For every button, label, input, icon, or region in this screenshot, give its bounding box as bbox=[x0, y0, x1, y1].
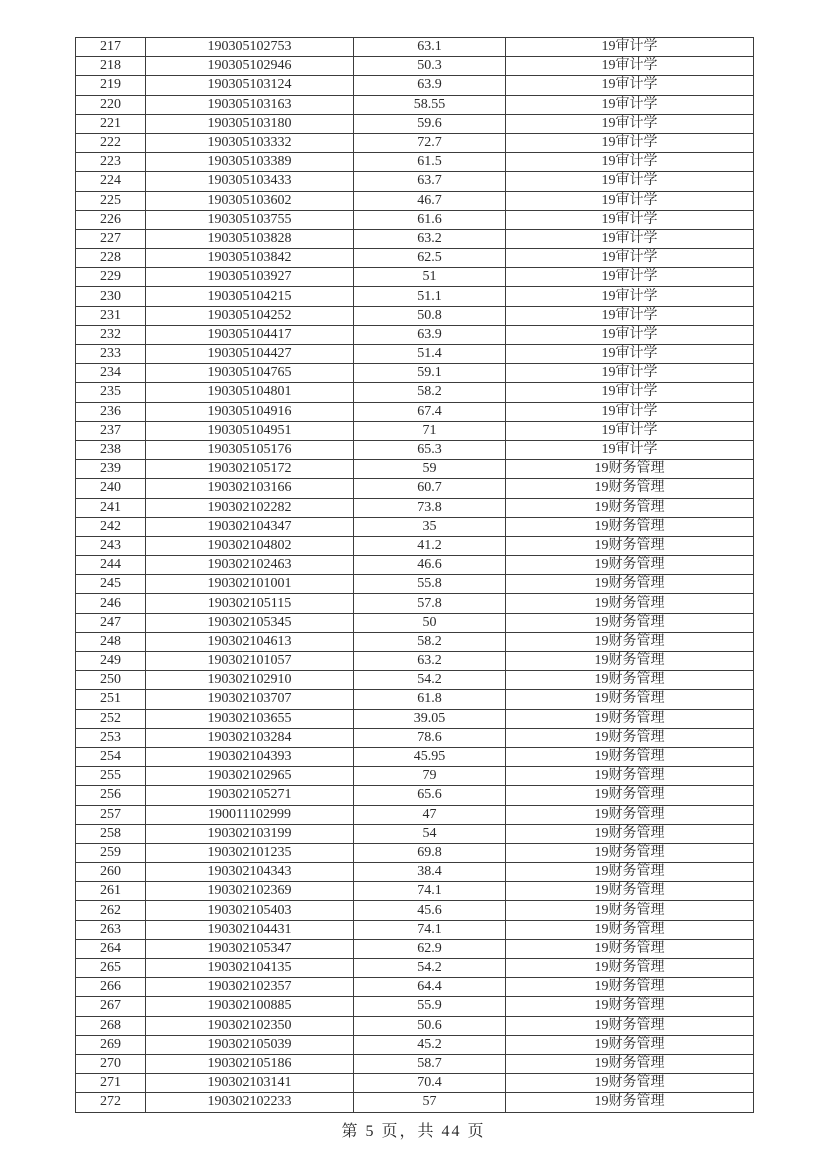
cell-student-id: 190302103199 bbox=[146, 824, 354, 843]
cell-student-id: 190305104951 bbox=[146, 421, 354, 440]
table-row bbox=[76, 805, 754, 824]
cell-class-name: 19财务管理 bbox=[506, 920, 754, 939]
cell-row-number: 230 bbox=[76, 287, 146, 306]
cell-row-number: 271 bbox=[76, 1074, 146, 1093]
cell-score: 57.8 bbox=[354, 594, 506, 613]
table-row bbox=[76, 1054, 754, 1073]
cell-class-name: 19财务管理 bbox=[506, 1093, 754, 1112]
cell-score: 54.2 bbox=[354, 959, 506, 978]
table-row bbox=[76, 939, 754, 958]
cell-class-name: 19审计学 bbox=[506, 210, 754, 229]
cell-student-id: 190305103163 bbox=[146, 95, 354, 114]
table-row bbox=[76, 978, 754, 997]
cell-student-id: 190302102233 bbox=[146, 1093, 354, 1112]
cell-student-id: 190305103927 bbox=[146, 268, 354, 287]
cell-row-number: 250 bbox=[76, 671, 146, 690]
table-row bbox=[76, 632, 754, 651]
cell-row-number: 263 bbox=[76, 920, 146, 939]
cell-score: 55.9 bbox=[354, 997, 506, 1016]
cell-class-name: 19财务管理 bbox=[506, 1074, 754, 1093]
cell-student-id: 190305102946 bbox=[146, 57, 354, 76]
cell-score: 59.1 bbox=[354, 364, 506, 383]
table-row bbox=[76, 959, 754, 978]
table-row bbox=[76, 728, 754, 747]
cell-student-id: 190305103828 bbox=[146, 229, 354, 248]
cell-student-id: 190302104613 bbox=[146, 632, 354, 651]
cell-score: 50.6 bbox=[354, 1016, 506, 1035]
table-row bbox=[76, 191, 754, 210]
cell-student-id: 190011102999 bbox=[146, 805, 354, 824]
cell-student-id: 190305103602 bbox=[146, 191, 354, 210]
cell-score: 45.95 bbox=[354, 747, 506, 766]
cell-student-id: 190302103166 bbox=[146, 479, 354, 498]
cell-row-number: 259 bbox=[76, 843, 146, 862]
cell-score: 51.4 bbox=[354, 345, 506, 364]
cell-class-name: 19财务管理 bbox=[506, 709, 754, 728]
cell-class-name: 19审计学 bbox=[506, 95, 754, 114]
cell-class-name: 19财务管理 bbox=[506, 901, 754, 920]
cell-class-name: 19财务管理 bbox=[506, 613, 754, 632]
cell-score: 57 bbox=[354, 1093, 506, 1112]
table-row bbox=[76, 95, 754, 114]
cell-score: 51 bbox=[354, 268, 506, 287]
cell-row-number: 243 bbox=[76, 536, 146, 555]
cell-class-name: 19审计学 bbox=[506, 345, 754, 364]
cell-score: 47 bbox=[354, 805, 506, 824]
cell-class-name: 19财务管理 bbox=[506, 767, 754, 786]
table-row bbox=[76, 306, 754, 325]
cell-row-number: 244 bbox=[76, 556, 146, 575]
table-row bbox=[76, 440, 754, 459]
cell-student-id: 190302101001 bbox=[146, 575, 354, 594]
table-row bbox=[76, 671, 754, 690]
cell-class-name: 19审计学 bbox=[506, 287, 754, 306]
cell-class-name: 19财务管理 bbox=[506, 843, 754, 862]
table-row bbox=[76, 287, 754, 306]
cell-score: 69.8 bbox=[354, 843, 506, 862]
cell-score: 62.5 bbox=[354, 249, 506, 268]
table-row bbox=[76, 556, 754, 575]
cell-score: 79 bbox=[354, 767, 506, 786]
table-row bbox=[76, 517, 754, 536]
cell-student-id: 190302103707 bbox=[146, 690, 354, 709]
cell-row-number: 221 bbox=[76, 114, 146, 133]
cell-student-id: 190302105345 bbox=[146, 613, 354, 632]
cell-student-id: 190302105347 bbox=[146, 939, 354, 958]
table-row bbox=[76, 345, 754, 364]
cell-class-name: 19财务管理 bbox=[506, 536, 754, 555]
cell-student-id: 190302105186 bbox=[146, 1054, 354, 1073]
cell-row-number: 224 bbox=[76, 172, 146, 191]
cell-row-number: 248 bbox=[76, 632, 146, 651]
table-row bbox=[76, 824, 754, 843]
cell-class-name: 19财务管理 bbox=[506, 594, 754, 613]
cell-row-number: 223 bbox=[76, 153, 146, 172]
cell-class-name: 19财务管理 bbox=[506, 479, 754, 498]
table-row bbox=[76, 652, 754, 671]
cell-score: 70.4 bbox=[354, 1074, 506, 1093]
cell-score: 60.7 bbox=[354, 479, 506, 498]
cell-row-number: 245 bbox=[76, 575, 146, 594]
cell-score: 50 bbox=[354, 613, 506, 632]
cell-class-name: 19财务管理 bbox=[506, 805, 754, 824]
cell-score: 61.5 bbox=[354, 153, 506, 172]
table-row bbox=[76, 498, 754, 517]
cell-student-id: 190302101235 bbox=[146, 843, 354, 862]
cell-row-number: 262 bbox=[76, 901, 146, 920]
cell-row-number: 267 bbox=[76, 997, 146, 1016]
cell-class-name: 19财务管理 bbox=[506, 671, 754, 690]
cell-row-number: 256 bbox=[76, 786, 146, 805]
cell-class-name: 19审计学 bbox=[506, 402, 754, 421]
cell-student-id: 190305103842 bbox=[146, 249, 354, 268]
cell-student-id: 190305104252 bbox=[146, 306, 354, 325]
cell-row-number: 226 bbox=[76, 210, 146, 229]
cell-class-name: 19审计学 bbox=[506, 38, 754, 57]
cell-row-number: 265 bbox=[76, 959, 146, 978]
cell-student-id: 190302100885 bbox=[146, 997, 354, 1016]
cell-student-id: 190305104215 bbox=[146, 287, 354, 306]
cell-row-number: 231 bbox=[76, 306, 146, 325]
cell-class-name: 19审计学 bbox=[506, 133, 754, 152]
cell-student-id: 190302105172 bbox=[146, 460, 354, 479]
cell-class-name: 19财务管理 bbox=[506, 517, 754, 536]
cell-class-name: 19财务管理 bbox=[506, 1035, 754, 1054]
cell-class-name: 19财务管理 bbox=[506, 690, 754, 709]
table-row bbox=[76, 460, 754, 479]
cell-class-name: 19审计学 bbox=[506, 325, 754, 344]
cell-student-id: 190302102357 bbox=[146, 978, 354, 997]
cell-student-id: 190302104802 bbox=[146, 536, 354, 555]
cell-student-id: 190302105039 bbox=[146, 1035, 354, 1054]
cell-student-id: 190302105403 bbox=[146, 901, 354, 920]
cell-student-id: 190305104916 bbox=[146, 402, 354, 421]
cell-row-number: 249 bbox=[76, 652, 146, 671]
cell-row-number: 254 bbox=[76, 747, 146, 766]
table-row bbox=[76, 325, 754, 344]
cell-class-name: 19财务管理 bbox=[506, 498, 754, 517]
table-row bbox=[76, 1074, 754, 1093]
cell-row-number: 222 bbox=[76, 133, 146, 152]
cell-class-name: 19审计学 bbox=[506, 421, 754, 440]
table-row bbox=[76, 843, 754, 862]
cell-class-name: 19财务管理 bbox=[506, 652, 754, 671]
cell-student-id: 190302102369 bbox=[146, 882, 354, 901]
cell-student-id: 190302105271 bbox=[146, 786, 354, 805]
cell-row-number: 234 bbox=[76, 364, 146, 383]
cell-score: 58.2 bbox=[354, 632, 506, 651]
table-row bbox=[76, 1035, 754, 1054]
cell-student-id: 190305104417 bbox=[146, 325, 354, 344]
cell-row-number: 260 bbox=[76, 863, 146, 882]
cell-row-number: 228 bbox=[76, 249, 146, 268]
table-row bbox=[76, 1093, 754, 1112]
cell-student-id: 190305103332 bbox=[146, 133, 354, 152]
cell-score: 54.2 bbox=[354, 671, 506, 690]
cell-student-id: 190302103141 bbox=[146, 1074, 354, 1093]
cell-student-id: 190302102910 bbox=[146, 671, 354, 690]
cell-score: 46.7 bbox=[354, 191, 506, 210]
cell-class-name: 19审计学 bbox=[506, 153, 754, 172]
cell-score: 74.1 bbox=[354, 920, 506, 939]
cell-class-name: 19财务管理 bbox=[506, 575, 754, 594]
cell-row-number: 241 bbox=[76, 498, 146, 517]
cell-score: 45.2 bbox=[354, 1035, 506, 1054]
cell-row-number: 261 bbox=[76, 882, 146, 901]
cell-class-name: 19审计学 bbox=[506, 440, 754, 459]
cell-row-number: 258 bbox=[76, 824, 146, 843]
cell-student-id: 190302104431 bbox=[146, 920, 354, 939]
table-row bbox=[76, 229, 754, 248]
cell-row-number: 220 bbox=[76, 95, 146, 114]
cell-student-id: 190305103755 bbox=[146, 210, 354, 229]
cell-row-number: 251 bbox=[76, 690, 146, 709]
cell-class-name: 19审计学 bbox=[506, 249, 754, 268]
table-row bbox=[76, 901, 754, 920]
table-row bbox=[76, 364, 754, 383]
cell-class-name: 19审计学 bbox=[506, 229, 754, 248]
table-row bbox=[76, 383, 754, 402]
cell-class-name: 19财务管理 bbox=[506, 997, 754, 1016]
cell-class-name: 19审计学 bbox=[506, 383, 754, 402]
cell-score: 63.9 bbox=[354, 325, 506, 344]
table-row bbox=[76, 268, 754, 287]
cell-class-name: 19审计学 bbox=[506, 172, 754, 191]
cell-row-number: 235 bbox=[76, 383, 146, 402]
cell-student-id: 190302105115 bbox=[146, 594, 354, 613]
table-row bbox=[76, 153, 754, 172]
table-row bbox=[76, 613, 754, 632]
cell-score: 59.6 bbox=[354, 114, 506, 133]
cell-score: 72.7 bbox=[354, 133, 506, 152]
table-row bbox=[76, 402, 754, 421]
cell-class-name: 19审计学 bbox=[506, 76, 754, 95]
table-row bbox=[76, 172, 754, 191]
cell-score: 63.1 bbox=[354, 38, 506, 57]
cell-student-id: 190302104135 bbox=[146, 959, 354, 978]
cell-class-name: 19财务管理 bbox=[506, 882, 754, 901]
table-row bbox=[76, 690, 754, 709]
table-row bbox=[76, 1016, 754, 1035]
cell-score: 58.2 bbox=[354, 383, 506, 402]
cell-score: 39.05 bbox=[354, 709, 506, 728]
cell-score: 63.9 bbox=[354, 76, 506, 95]
cell-score: 35 bbox=[354, 517, 506, 536]
cell-row-number: 268 bbox=[76, 1016, 146, 1035]
cell-student-id: 190305103124 bbox=[146, 76, 354, 95]
cell-score: 50.3 bbox=[354, 57, 506, 76]
cell-student-id: 190302102282 bbox=[146, 498, 354, 517]
cell-score: 63.2 bbox=[354, 652, 506, 671]
cell-row-number: 232 bbox=[76, 325, 146, 344]
cell-class-name: 19审计学 bbox=[506, 268, 754, 287]
cell-score: 59 bbox=[354, 460, 506, 479]
cell-student-id: 190305104427 bbox=[146, 345, 354, 364]
cell-row-number: 233 bbox=[76, 345, 146, 364]
cell-student-id: 190302102463 bbox=[146, 556, 354, 575]
cell-class-name: 19财务管理 bbox=[506, 460, 754, 479]
cell-student-id: 190302103655 bbox=[146, 709, 354, 728]
cell-score: 65.6 bbox=[354, 786, 506, 805]
table-row bbox=[76, 709, 754, 728]
cell-score: 58.7 bbox=[354, 1054, 506, 1073]
cell-row-number: 266 bbox=[76, 978, 146, 997]
table-row bbox=[76, 575, 754, 594]
cell-class-name: 19财务管理 bbox=[506, 1054, 754, 1073]
cell-score: 51.1 bbox=[354, 287, 506, 306]
cell-score: 62.9 bbox=[354, 939, 506, 958]
cell-row-number: 217 bbox=[76, 38, 146, 57]
cell-student-id: 190302103284 bbox=[146, 728, 354, 747]
cell-score: 64.4 bbox=[354, 978, 506, 997]
cell-score: 63.2 bbox=[354, 229, 506, 248]
cell-class-name: 19财务管理 bbox=[506, 1016, 754, 1035]
table-row bbox=[76, 863, 754, 882]
table-body bbox=[76, 38, 754, 1113]
cell-student-id: 190305103433 bbox=[146, 172, 354, 191]
cell-class-name: 19财务管理 bbox=[506, 824, 754, 843]
score-table bbox=[75, 37, 754, 1113]
cell-score: 67.4 bbox=[354, 402, 506, 421]
cell-row-number: 270 bbox=[76, 1054, 146, 1073]
cell-score: 58.55 bbox=[354, 95, 506, 114]
cell-row-number: 252 bbox=[76, 709, 146, 728]
cell-class-name: 19财务管理 bbox=[506, 747, 754, 766]
cell-row-number: 253 bbox=[76, 728, 146, 747]
cell-score: 46.6 bbox=[354, 556, 506, 575]
cell-class-name: 19审计学 bbox=[506, 191, 754, 210]
cell-score: 61.6 bbox=[354, 210, 506, 229]
cell-row-number: 218 bbox=[76, 57, 146, 76]
table-row bbox=[76, 249, 754, 268]
cell-score: 41.2 bbox=[354, 536, 506, 555]
cell-class-name: 19财务管理 bbox=[506, 959, 754, 978]
cell-student-id: 190302104347 bbox=[146, 517, 354, 536]
cell-class-name: 19财务管理 bbox=[506, 978, 754, 997]
cell-student-id: 190305104765 bbox=[146, 364, 354, 383]
cell-score: 71 bbox=[354, 421, 506, 440]
cell-class-name: 19财务管理 bbox=[506, 556, 754, 575]
cell-class-name: 19审计学 bbox=[506, 57, 754, 76]
cell-class-name: 19审计学 bbox=[506, 364, 754, 383]
cell-row-number: 255 bbox=[76, 767, 146, 786]
table-row bbox=[76, 479, 754, 498]
cell-score: 45.6 bbox=[354, 901, 506, 920]
table-row bbox=[76, 133, 754, 152]
cell-class-name: 19财务管理 bbox=[506, 632, 754, 651]
cell-student-id: 190305103180 bbox=[146, 114, 354, 133]
cell-row-number: 237 bbox=[76, 421, 146, 440]
cell-student-id: 190302104393 bbox=[146, 747, 354, 766]
cell-score: 54 bbox=[354, 824, 506, 843]
table-row bbox=[76, 421, 754, 440]
cell-row-number: 246 bbox=[76, 594, 146, 613]
cell-student-id: 190302104343 bbox=[146, 863, 354, 882]
cell-row-number: 227 bbox=[76, 229, 146, 248]
cell-score: 65.3 bbox=[354, 440, 506, 459]
cell-row-number: 239 bbox=[76, 460, 146, 479]
table-row bbox=[76, 210, 754, 229]
cell-row-number: 242 bbox=[76, 517, 146, 536]
cell-score: 38.4 bbox=[354, 863, 506, 882]
cell-row-number: 236 bbox=[76, 402, 146, 421]
cell-score: 78.6 bbox=[354, 728, 506, 747]
table-row bbox=[76, 594, 754, 613]
page-footer: 第 5 页，共 44 页 bbox=[341, 1123, 486, 1140]
table-row bbox=[76, 767, 754, 786]
cell-class-name: 19财务管理 bbox=[506, 863, 754, 882]
cell-row-number: 238 bbox=[76, 440, 146, 459]
cell-score: 74.1 bbox=[354, 882, 506, 901]
table-row bbox=[76, 76, 754, 95]
cell-score: 73.8 bbox=[354, 498, 506, 517]
cell-student-id: 190302101057 bbox=[146, 652, 354, 671]
cell-score: 50.8 bbox=[354, 306, 506, 325]
table-row bbox=[76, 38, 754, 57]
cell-score: 63.7 bbox=[354, 172, 506, 191]
cell-row-number: 225 bbox=[76, 191, 146, 210]
table-row bbox=[76, 786, 754, 805]
cell-class-name: 19审计学 bbox=[506, 306, 754, 325]
cell-score: 61.8 bbox=[354, 690, 506, 709]
table-row bbox=[76, 997, 754, 1016]
cell-class-name: 19财务管理 bbox=[506, 939, 754, 958]
cell-student-id: 190305102753 bbox=[146, 38, 354, 57]
cell-row-number: 272 bbox=[76, 1093, 146, 1112]
table-row bbox=[76, 920, 754, 939]
cell-student-id: 190302102350 bbox=[146, 1016, 354, 1035]
cell-class-name: 19财务管理 bbox=[506, 728, 754, 747]
cell-row-number: 269 bbox=[76, 1035, 146, 1054]
cell-class-name: 19财务管理 bbox=[506, 786, 754, 805]
cell-row-number: 264 bbox=[76, 939, 146, 958]
cell-score: 55.8 bbox=[354, 575, 506, 594]
cell-row-number: 229 bbox=[76, 268, 146, 287]
table-row bbox=[76, 882, 754, 901]
cell-row-number: 247 bbox=[76, 613, 146, 632]
cell-row-number: 257 bbox=[76, 805, 146, 824]
cell-row-number: 219 bbox=[76, 76, 146, 95]
cell-row-number: 240 bbox=[76, 479, 146, 498]
cell-student-id: 190305104801 bbox=[146, 383, 354, 402]
table-row bbox=[76, 114, 754, 133]
table-row bbox=[76, 747, 754, 766]
cell-student-id: 190302102965 bbox=[146, 767, 354, 786]
cell-student-id: 190305103389 bbox=[146, 153, 354, 172]
cell-class-name: 19审计学 bbox=[506, 114, 754, 133]
table-row bbox=[76, 536, 754, 555]
table-row bbox=[76, 57, 754, 76]
cell-student-id: 190305105176 bbox=[146, 440, 354, 459]
